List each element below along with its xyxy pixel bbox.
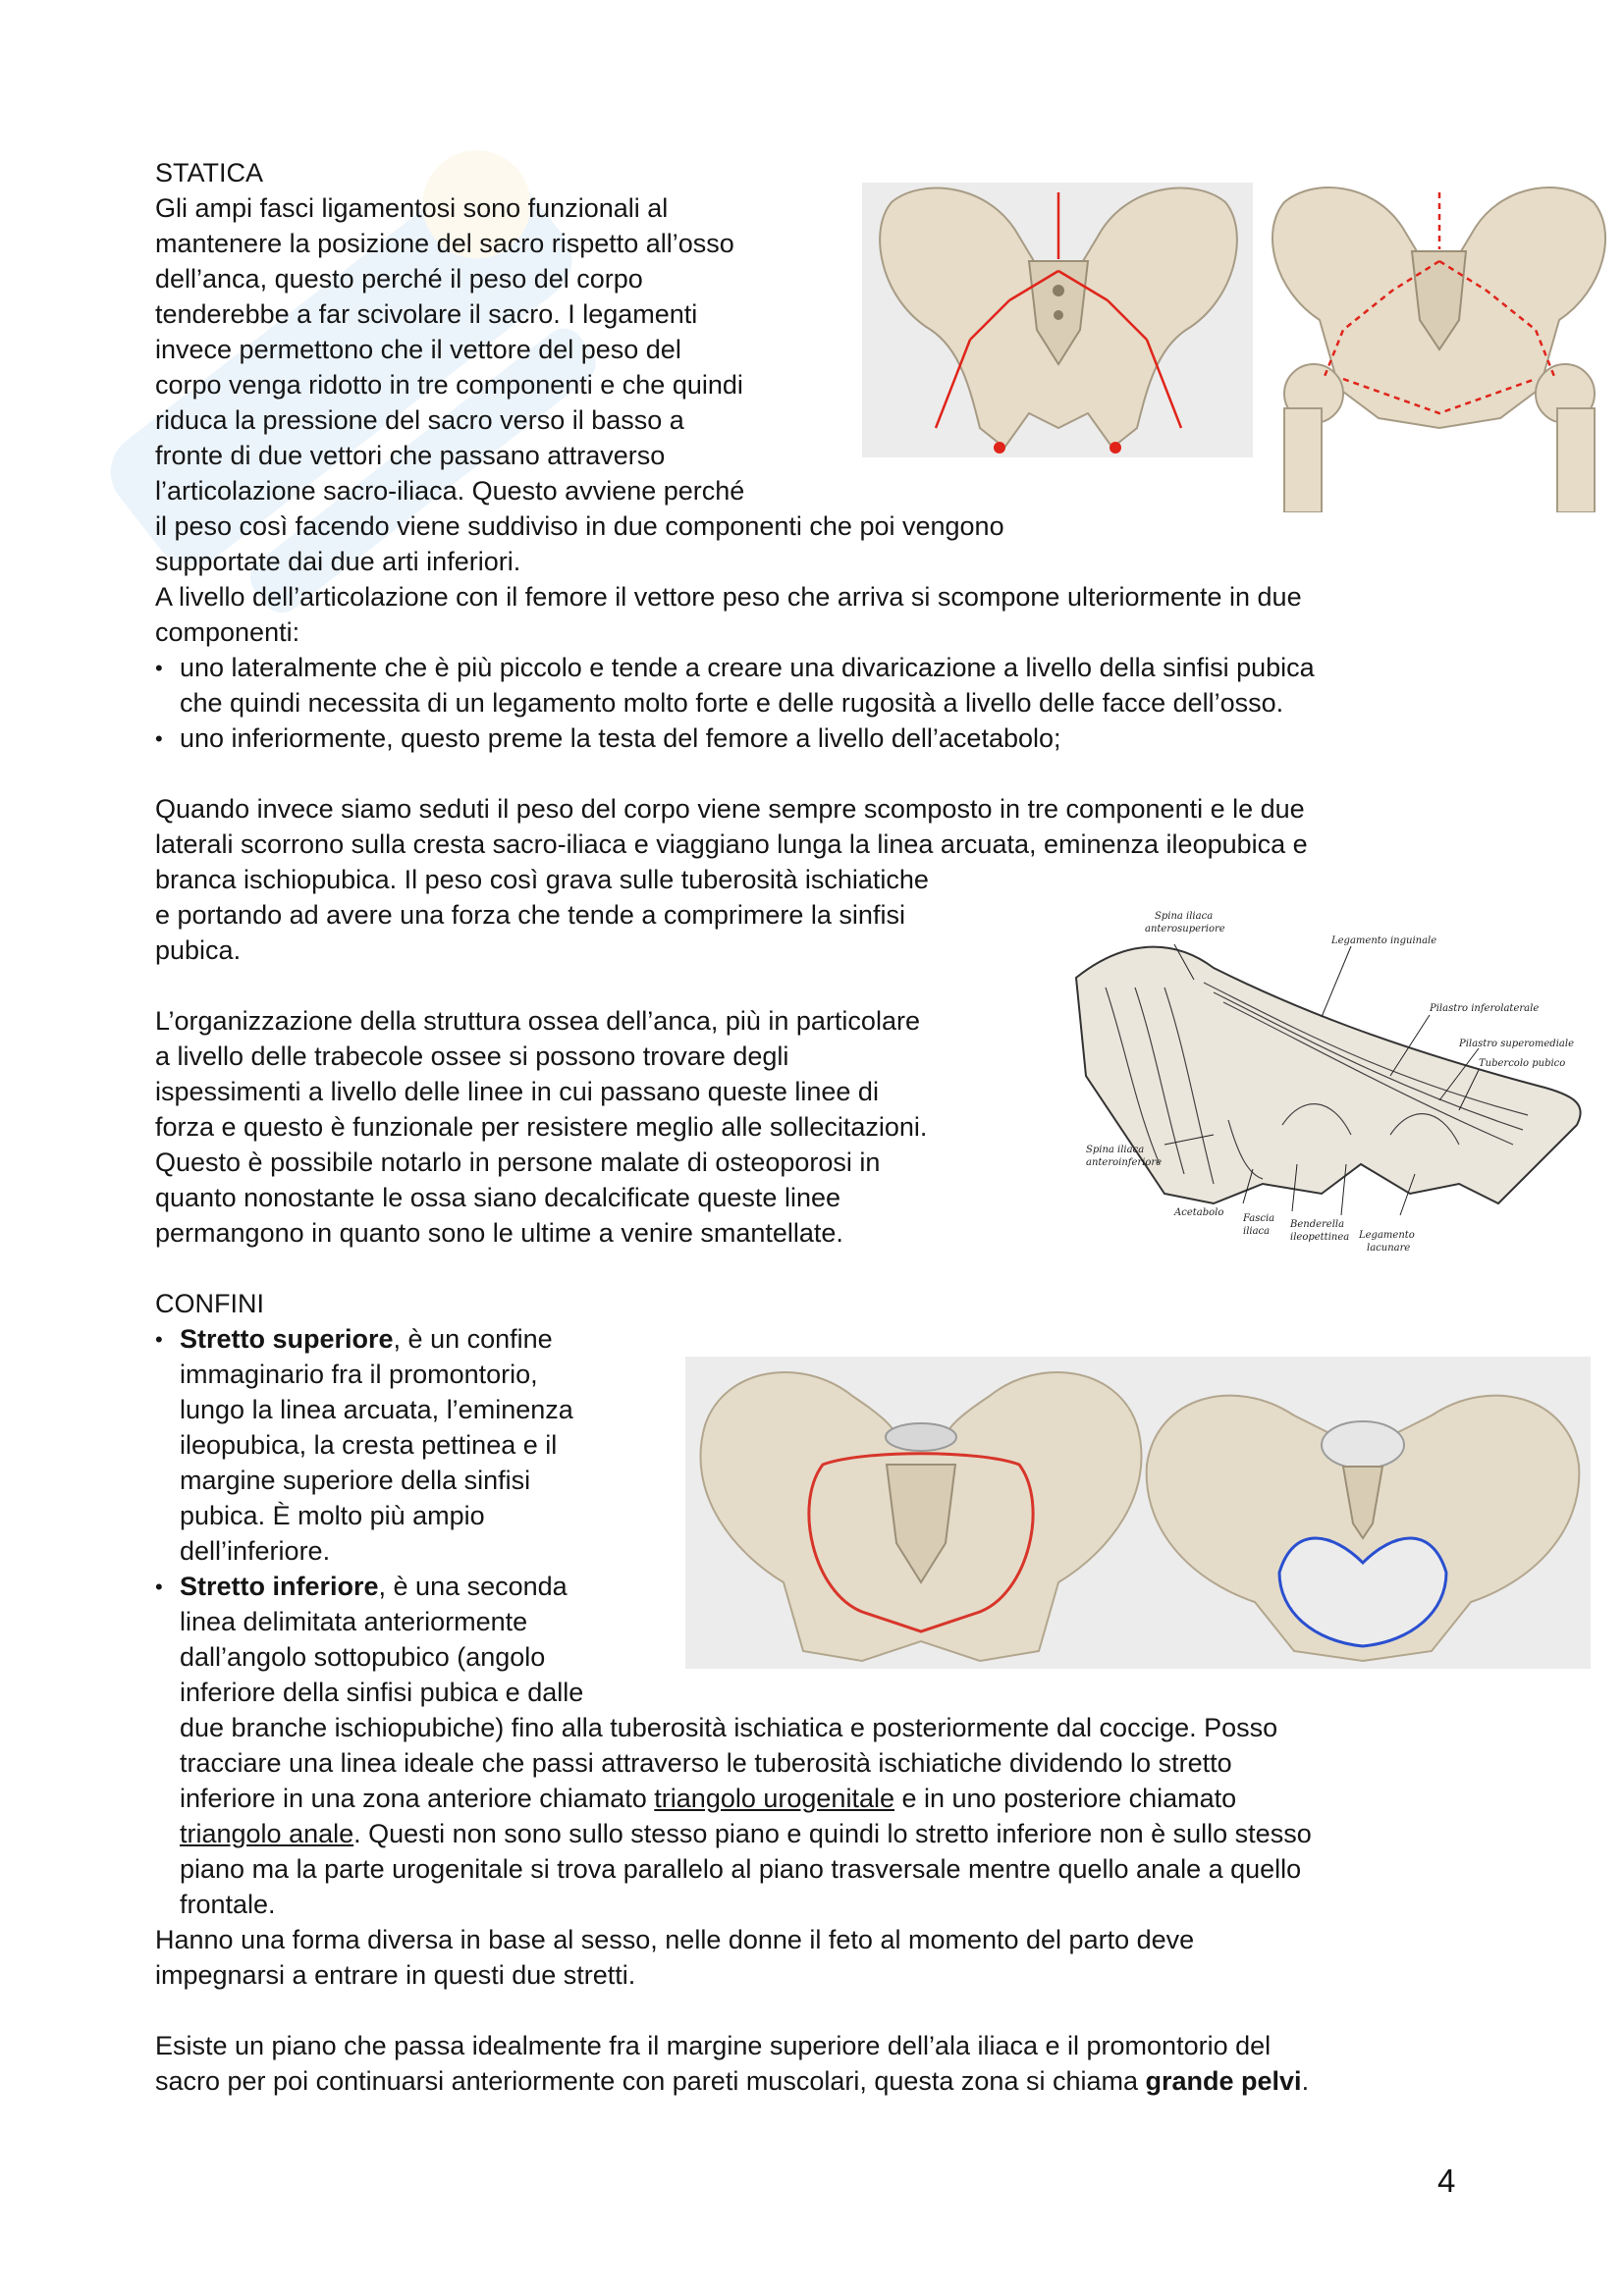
paragraph-line: supportate dai due arti inferiori. <box>155 547 521 576</box>
bullet-dot: • <box>155 1575 163 1599</box>
paragraph-line: sacro per poi continuarsi anteriormente con pareti muscolari, questa zona si chiama grande pelvi. <box>155 2066 1310 2096</box>
paragraph-line: a livello delle trabecole ossee si possono trovare degli <box>155 1041 789 1071</box>
label-benderella-2: ileopettinea <box>1290 1232 1350 1243</box>
label-pilastro-inferolaterale: Pilastro inferolaterale <box>1430 1003 1540 1014</box>
bullet-dot: • <box>155 1327 163 1352</box>
paragraph-line: componenti: <box>155 617 300 647</box>
bullet-text: uno lateralmente che è più piccolo e tende a creare una divaricazione a livello della sinfisi pubica <box>180 653 1315 682</box>
term-triangolo-urogenitale: triangolo urogenitale <box>654 1784 894 1813</box>
bullet-text: linea delimitata anteriormente <box>180 1607 528 1636</box>
bullet-text: due branche ischiopubiche) fino alla tuberosità ischiatica e posteriormente dal coccige. Posso <box>180 1713 1278 1742</box>
paragraph-line: Gli ampi fasci ligamentosi sono funzionali al <box>155 193 669 223</box>
paragraph-line: permangono in quanto sono le ultime a venire smantellate. <box>155 1218 843 1248</box>
term-grande-pelvi: grande pelvi <box>1145 2066 1302 2096</box>
paragraph-line: mantenere la posizione del sacro rispetto all’osso <box>155 229 734 258</box>
paragraph-line: quanto nonostante le ossa siano decalcificate queste linee <box>155 1183 840 1212</box>
paragraph-line: e portando ad avere una forza che tende a comprimere la sinfisi <box>155 900 905 930</box>
paragraph-line: Quando invece siamo seduti il peso del corpo viene sempre scomposto in tre componenti e le due <box>155 794 1305 824</box>
inguinal-ligament-illustration <box>1066 899 1597 1270</box>
label-spina-antinf-2: anteroinferiore <box>1086 1157 1163 1168</box>
paragraph-line: L’organizzazione della struttura ossea dell’anca, più in particolare <box>155 1006 920 1036</box>
label-benderella: Benderella <box>1290 1219 1345 1230</box>
paragraph-line: branca ischiopubica. Il peso così grava sulle tuberosità ischiatiche <box>155 865 929 894</box>
paragraph-line: laterali scorrono sulla cresta sacro-iliaca e viaggiano lunga la linea arcuata, eminenza ileopubica e <box>155 829 1308 859</box>
paragraph-line: forza e questo è funzionale per resistere meglio alle sollecitazioni. <box>155 1112 928 1142</box>
paragraph-line: corpo venga ridotto in tre componenti e che quindi <box>155 370 743 400</box>
label-fascia: Fascia <box>1243 1213 1275 1224</box>
bullet-text-stretto-inferiore: Stretto inferiore, è una seconda <box>180 1572 568 1601</box>
label-leg-lacunare: Legamento <box>1359 1230 1415 1241</box>
label-tubercolo-pubico: Tubercolo pubico <box>1479 1058 1566 1069</box>
bullet-text: margine superiore della sinfisi <box>180 1466 531 1495</box>
paragraph-line: fronte di due vettori che passano attraverso <box>155 441 666 470</box>
bullet-text: lungo la linea arcuata, l’eminenza <box>180 1395 573 1424</box>
bullet-text: piano ma la parte urogenitale si trova parallelo al piano trasversale mentre quello anale a quello <box>180 1854 1302 1884</box>
pelvis-force-figure-front <box>862 183 1253 457</box>
bullet-text: che quindi necessita di un legamento molto forte e delle rugosità a livello delle facce dell’osso. <box>180 688 1284 718</box>
section-title-confini: CONFINI <box>155 1289 264 1318</box>
bullet-text: pubica. È molto più ampio <box>180 1501 485 1530</box>
bullet-text: immaginario fra il promontorio, <box>180 1360 538 1389</box>
paragraph-line: dell’anca, questo perché il peso del corpo <box>155 264 643 294</box>
paragraph-line: invece permettono che il vettore del peso del <box>155 335 681 364</box>
bullet-text: ileopubica, la cresta pettinea e il <box>180 1430 558 1460</box>
pelvic-inlet-outlet-figure <box>685 1357 1591 1669</box>
bullet-text: frontale. <box>180 1890 276 1919</box>
bullet-text: dall’angolo sottopubico (angolo <box>180 1642 546 1672</box>
label-leg-lacunare-2: lacunare <box>1367 1243 1411 1254</box>
label-leg-inguinale: Legamento inguinale <box>1331 935 1437 946</box>
bullet-text: triangolo anale. Questi non sono sullo stesso piano e quindi lo stretto inferiore non è sullo stesso <box>180 1819 1312 1848</box>
paragraph-line: il peso così facendo viene suddiviso in due componenti che poi vengono <box>155 511 1004 541</box>
paragraph-line: impegnarsi a entrare in questi due stretti. <box>155 1960 636 1990</box>
paragraph-line: ispessimenti a livello delle linee in cui passano queste linee di <box>155 1077 879 1106</box>
bullet-text: inferiore in una zona anteriore chiamato triangolo urogenitale e in uno posteriore chiamato <box>180 1784 1237 1813</box>
bullet-text: dell’inferiore. <box>180 1536 331 1566</box>
section-title-statica: STATICA <box>155 158 264 187</box>
label-fascia-2: iliaca <box>1243 1226 1271 1237</box>
paragraph-line: l’articolazione sacro-iliaca. Questo avviene perché <box>155 476 745 506</box>
term-stretto-inferiore: Stretto inferiore <box>180 1572 379 1601</box>
inguinal-ligament-figure <box>1066 899 1597 1270</box>
paragraph-line: Hanno una forma diversa in base al sesso, nelle donne il feto al momento del parto deve <box>155 1925 1195 1954</box>
paragraph-line: riduca la pressione del sacro verso il basso a <box>155 405 684 435</box>
label-pilastro-superomediale: Pilastro superomediale <box>1459 1039 1574 1049</box>
label-spina-antinf: Spina iliaca <box>1086 1145 1145 1155</box>
label-spina-antsup-2: anterosuperiore <box>1145 924 1225 934</box>
label-acetabolo: Acetabolo <box>1174 1207 1224 1218</box>
paragraph-line: pubica. <box>155 935 242 965</box>
bullet-text: uno inferiormente, questo preme la testa del femore a livello dell’acetabolo; <box>180 723 1061 753</box>
page-number: 4 <box>1437 2163 1456 2199</box>
bullet-text: tracciare una linea ideale che passi attraverso le tuberosità ischiatiche dividendo lo stretto <box>180 1748 1232 1778</box>
bullet-text: inferiore della sinfisi pubica e dalle <box>180 1678 584 1707</box>
paragraph-line: A livello dell’articolazione con il femore il vettore peso che arriva si scompone ulteriormente in due <box>155 582 1302 612</box>
pelvic-inlet-outlet-illustration <box>685 1357 1591 1669</box>
bullet-dot: • <box>155 656 163 680</box>
paragraph-line: Questo è possibile notarlo in persone malate di osteoporosi in <box>155 1148 881 1177</box>
paragraph-line: Esiste un piano che passa idealmente fra il margine superiore dell’ala iliaca e il promontorio del <box>155 2031 1272 2060</box>
bullet-dot: • <box>155 726 163 751</box>
term-triangolo-anale: triangolo anale <box>180 1819 354 1848</box>
bullet-text-stretto-superiore: Stretto superiore, è un confine <box>180 1324 553 1354</box>
label-spina-antsup: Spina iliaca <box>1155 911 1214 922</box>
pelvis-force-figure-femur <box>1255 183 1624 512</box>
term-stretto-superiore: Stretto superiore <box>180 1324 394 1354</box>
pelvis-illustration <box>862 183 1253 457</box>
paragraph-line: tenderebbe a far scivolare il sacro. I legamenti <box>155 299 698 329</box>
